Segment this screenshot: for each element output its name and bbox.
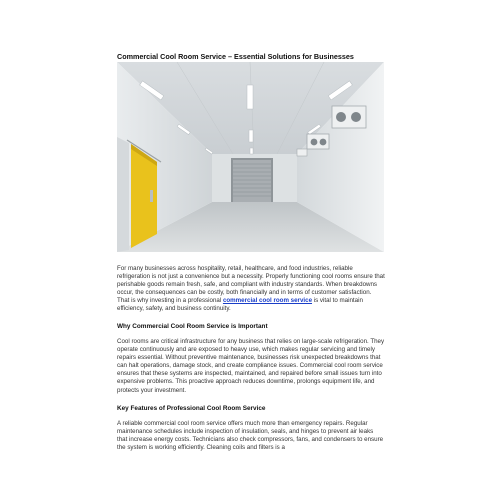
cool-room-photo [117, 62, 384, 252]
section-paragraph-features: A reliable commercial cool room service offers much more than emergency repairs. Regular maintenance schedules include inspection of insulation, seals, and hinges to prevent air leaks that increase energy costs. Technicians also check compressors, fans, and condensers to ensure the system is working efficiently. Cleaning coils and filters is a [117, 420, 384, 452]
section-paragraph-importance: Cool rooms are critical infrastructure for any business that relies on large-scale refrigeration. They operate continuously and are exposed to heavy use, which makes regular servicing and timely repairs essential. Without preventive maintenance, businesses risk unexpected breakdowns that can halt operations, damage stock, and create compliance issues. Commercial cool room service ensures that these systems are inspected, maintained, and repaired before small issues turn into expensive problems. This proactive approach reduces downtime, prolongs equipment life, and protects your investment. [117, 338, 385, 394]
intro-text: For many businesses across hospitality, retail, healthcare, and food industries, reliable refrigeration is not just a convenience but a necessity. Properly functioning cool rooms ensure that perishable goods remain fresh, safe, and compliant with industry standards. When breakdowns occur, the consequences can be costly, both financially and in terms of customer satisfaction. That is why investing in a professional [117, 265, 385, 305]
section-heading-features: Key Features of Professional Cool Room Service [117, 405, 266, 412]
intro-paragraph [117, 265, 385, 314]
article-title: Commercial Cool Room Service – Essential Solutions for Businesses [117, 52, 354, 61]
section-heading-importance: Why Commercial Cool Room Service is Important [117, 323, 268, 330]
intro-text-end: is vital to maintain efficiency, safety, and business continuity. [117, 297, 363, 313]
commercial-cool-room-service-link[interactable]: commercial cool room service [222, 297, 313, 305]
